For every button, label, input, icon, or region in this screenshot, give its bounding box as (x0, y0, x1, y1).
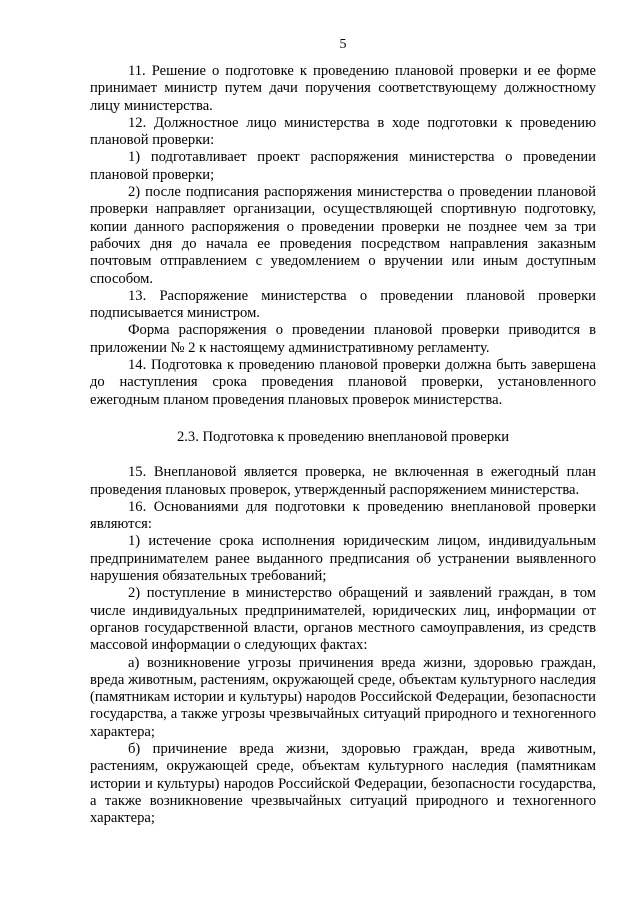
paragraph-13-form-note: Форма распоряжения о проведении плановой проверки приводится в приложении № 2 к настоящему административному регламенту. (90, 322, 596, 356)
paragraph-16-item-2b: б) причинение вреда жизни, здоровью граждан, вреда животным, растениям, окружающей среде, объектам культурного наследия (памятникам истории и культуры) народов Российской Федерации, безопасности государства, а также возникновение чрезвычайных ситуаций природного и техногенного характера; (90, 740, 596, 827)
paragraph-14: 14. Подготовка к проведению плановой проверки должна быть завершена до наступления срока проведения плановой проверки, установленного ежегодным планом проведения плановых проверок министерства. (90, 357, 596, 408)
paragraph-16-item-1: 1) истечение срока исполнения юридическим лицом, индивидуальным предпринимателем ранее выданного предписания об устранении выявленного нарушения обязательных требований; (90, 533, 596, 585)
paragraph-15: 15. Внеплановой является проверка, не включенная в ежегодный план проведения плановых проверок, утвержденный распоряжением министерства. (90, 464, 596, 498)
paragraph-11: 11. Решение о подготовке к проведению плановой проверки и ее форме принимает министр путем дачи поручения соответствующему должностному лицу министерства. (90, 63, 596, 114)
page-number: 5 (339, 37, 347, 52)
paragraph-16-item-2a: а) возникновение угрозы причинения вреда жизни, здоровью граждан, вреда животным, растениям, окружающей среде, объектам культурного наследия (памятникам истории и культуры) народов Российской Федерации, безопасности государства, а также угрозы чрезвычайных ситуаций природного и техногенного характера; (90, 654, 596, 740)
document-page (90, 36, 596, 827)
paragraph-16: 16. Основаниями для подготовки к проведению внеплановой проверки являются: (90, 498, 596, 533)
paragraph-16-item-2: 2) поступление в министерство обращений и заявлений граждан, в том числе индивидуальных предпринимателей, юридических лиц, информации от органов государственной власти, органов местного самоуправления, из средств массовой информации о следующих фактах: (90, 585, 596, 654)
paragraph-12-item-2: 2) после подписания распоряжения министерства о проведении плановой проверки направляет организации, осуществляющей спортивную подготовку, копии данного распоряжения о проведении проверки не позднее чем за три рабочих дня до начала ее проведения посредством направления заказным почтовым отправлением с уведомлением о вручении или иным доступным способом. (90, 184, 596, 287)
paragraph-13: 13. Распоряжение министерства о проведении плановой проверки подписывается министром. (90, 287, 596, 322)
paragraph-12-item-1: 1) подготавливает проект распоряжения министерства о проведении плановой проверки; (90, 149, 596, 183)
paragraph-12: 12. Должностное лицо министерства в ходе подготовки к проведению плановой проверки: (90, 114, 596, 149)
section-heading: 2.3. Подготовка к проведению внеплановой проверки (176, 428, 510, 445)
